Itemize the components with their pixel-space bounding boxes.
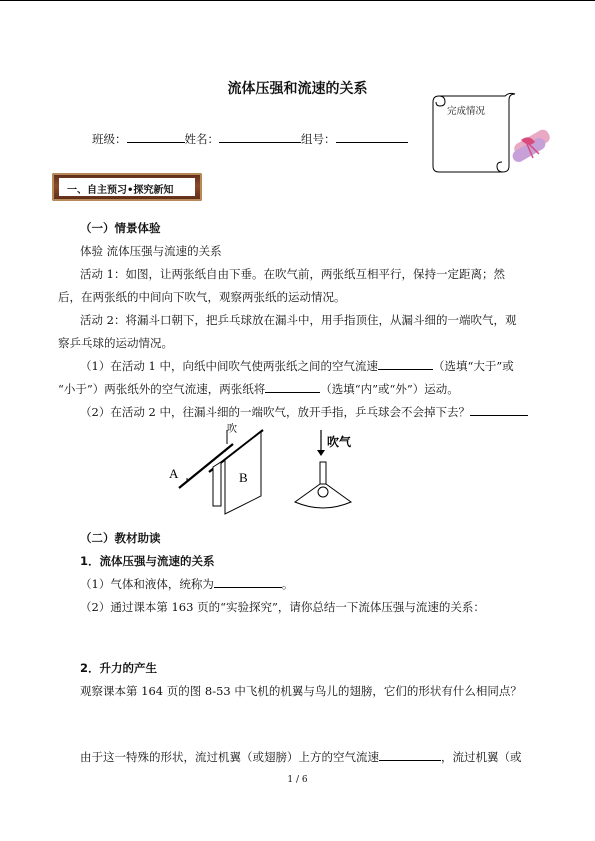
activity1-line1: 活动 1：如图，让两张纸自由下垂。在吹气前，两张纸互相平行，保持一定距离；然 [80,267,505,281]
q1-text-a: （1）在活动 1 中，向纸中间吹气使两张纸之间的空气流速 [80,359,378,373]
part2-heading: （二）教材助读 [80,531,161,545]
name-field[interactable] [219,131,301,143]
section-banner [52,173,202,201]
group-label: 组号： [301,132,336,146]
s1q1-text-b: 。 [281,577,294,591]
activity2-line1: 活动 2：将漏斗口朝下，把乒乓球放在漏斗中，用手指顶住，从漏斗细的一端吹气，观 [80,313,517,327]
diploma-icon [510,127,552,164]
group-field[interactable] [336,131,408,143]
completion-label: 完成情况 [447,106,486,117]
page-number: 1 / 6 [287,775,308,785]
s2q2-text-a: 由于这一特殊的形状，流过机翼（或翅膀）上方的空气流速 [80,750,379,764]
q1-blank-1[interactable] [378,358,433,370]
class-label: 班级： [92,132,127,146]
section-title: 一、自主预习•探究新知 [67,185,174,196]
question2-line [80,404,528,420]
class-field[interactable] [127,131,185,143]
q2-text: （2）在活动 2 中，往漏斗细的一端吹气，放开手指，乒乓球会不会掉下去？ [80,405,470,419]
student-info-line [92,131,408,147]
s2q2-blank[interactable] [379,749,441,761]
label-a: A [169,466,179,481]
question1-line2 [58,381,459,397]
s2q2-text-b: ，流过机翼（或 [441,750,522,764]
part1-heading: （一）情景体验 [80,221,161,235]
subsection2-title: 2．升力的产生 [80,661,158,675]
completion-scroll-icon [425,88,560,178]
blow-label-2: 吹气 [327,435,352,449]
s1q1-blank[interactable] [214,576,282,588]
page-title: 流体压强和流速的关系 [227,81,368,97]
q1-text-d: （选填“内”或“外”）运动。 [320,382,459,396]
q2-blank[interactable] [470,404,528,416]
label-b: B [239,470,248,485]
name-label: 姓名： [184,132,219,146]
s2-question2 [80,749,522,765]
q1-text-b: （选填“大于”或 [432,359,514,373]
subsection1-title: 1．流体压强与流速的关系 [80,554,215,568]
question1-line1 [80,358,514,374]
s1q1-text-a: （1）气体和液体，统称为 [80,577,214,591]
s1-question1 [80,576,293,592]
top-rule [0,0,595,1]
paper-sheets-figure [169,422,263,514]
funnel-figure [295,430,352,508]
q1-text-c: “小于”）两张纸外的空气流速，两张纸将 [58,382,266,396]
blow-label-1: 吹 [227,424,237,435]
s1-question2: （2）通过课本第 163 页的“实验探究”，请你总结一下流体压强与流速的关系： [80,600,485,614]
experience-line: 体验 流体压强与流速的关系 [80,244,222,258]
q1-blank-2[interactable] [265,381,320,393]
experiment-figure [165,422,365,522]
activity2-line2: 察乒乓球的运动情况。 [58,336,173,350]
s2-question1: 观察课本第 164 页的图 8-53 中飞机的机翼与鸟儿的翅膀，它们的形状有什么相同点？ [80,684,522,698]
activity1-line2: 后，在两张纸的中间向下吹气，观察两张纸的运动情况。 [58,290,346,304]
